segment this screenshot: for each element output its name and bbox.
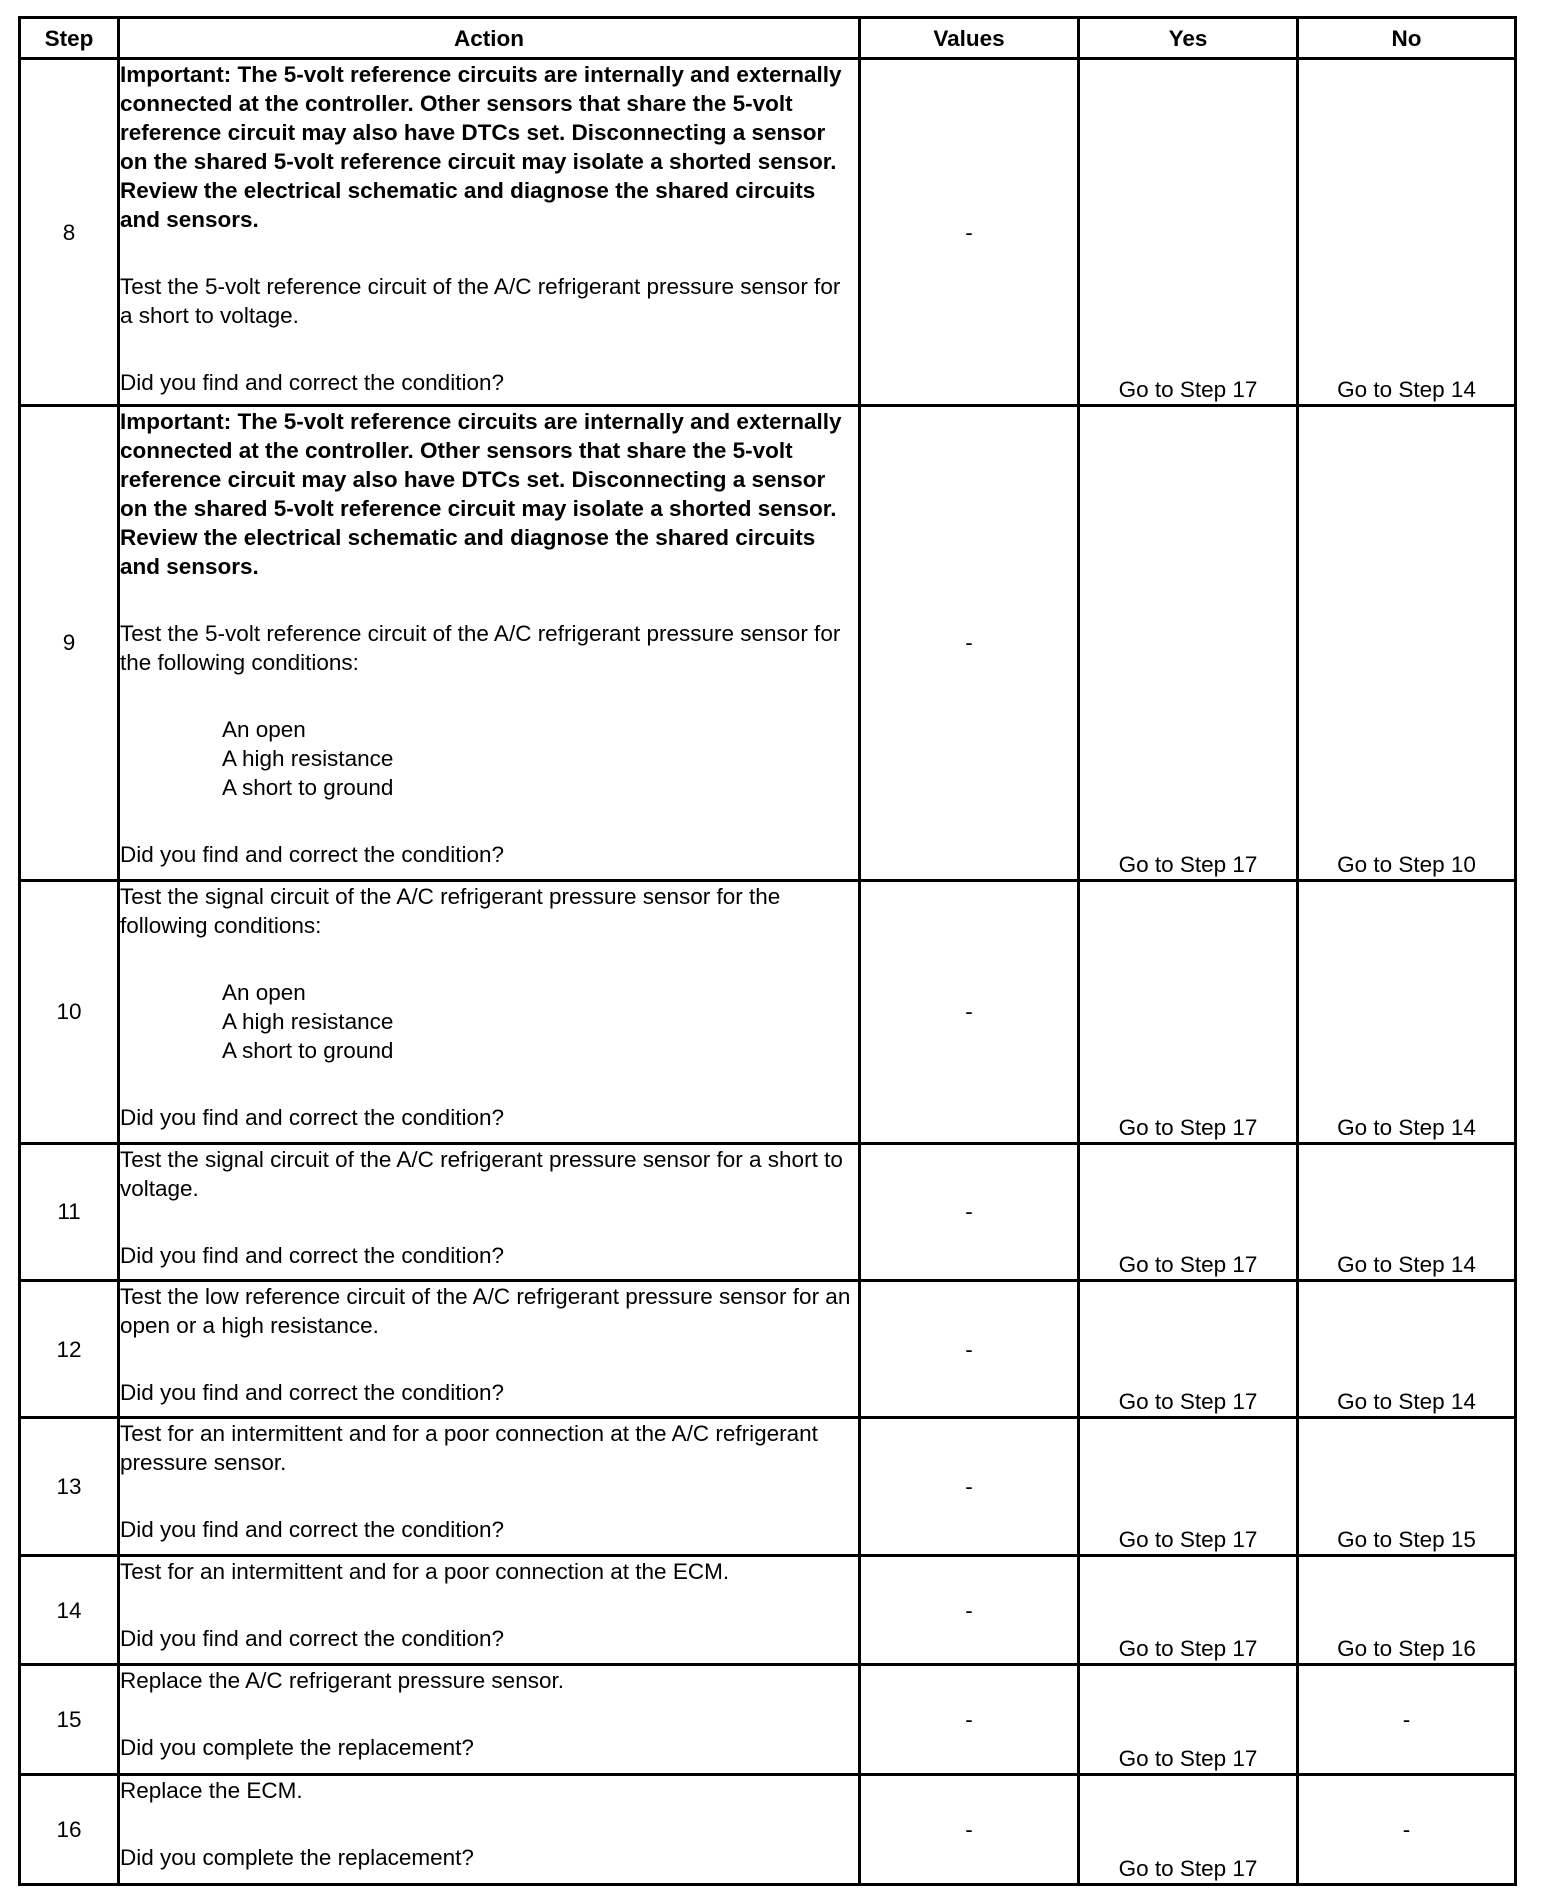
step-number: 12 — [20, 1280, 119, 1417]
no-cell: - — [1298, 1665, 1516, 1774]
important-note: Important: The 5-volt reference circuits are internally and externally connected at the controller. Other sensors that share the 5-volt reference circuit may also have DTCs set. Disconnecting a sensor on the shared 5-volt reference circuit may isolate a shorted sensor. Review the electrical schematic and diagnose the shared circuits and sensors. — [120, 62, 842, 232]
step-number: 9 — [20, 406, 119, 881]
action-cell — [119, 1665, 860, 1774]
table-row — [20, 59, 1516, 406]
header-action: Action — [119, 18, 860, 59]
values-cell: - — [860, 1143, 1079, 1280]
table-row — [20, 1774, 1516, 1884]
table-row — [20, 406, 1516, 881]
action-cell — [119, 1555, 860, 1664]
no-cell: Go to Step 14 — [1298, 880, 1516, 1143]
step-number: 10 — [20, 880, 119, 1143]
yes-cell: Go to Step 17 — [1079, 1143, 1298, 1280]
action-instruction: Test the low reference circuit of the A/C refrigerant pressure sensor for an open or a high resistance. — [120, 1283, 851, 1338]
header-step: Step — [20, 18, 119, 59]
action-instruction: Test the 5-volt reference circuit of the A/C refrigerant pressure sensor for a short to voltage. — [120, 274, 841, 328]
values-cell: - — [860, 59, 1079, 406]
action-question: Did you find and correct the condition? — [120, 842, 504, 868]
action-instruction: Replace the A/C refrigerant pressure sensor. — [120, 1668, 564, 1694]
action-cell — [119, 406, 860, 881]
table-row — [20, 1555, 1516, 1664]
step-number: 13 — [20, 1418, 119, 1555]
values-cell: - — [860, 1665, 1079, 1774]
no-cell: Go to Step 15 — [1298, 1418, 1516, 1555]
action-cell — [119, 1143, 860, 1280]
action-cell — [119, 880, 860, 1143]
action-cell — [119, 59, 860, 406]
action-question: Did you find and correct the condition? — [120, 1625, 504, 1651]
condition-item: A short to ground — [222, 1037, 394, 1063]
values-cell: - — [860, 1774, 1079, 1884]
no-cell: Go to Step 10 — [1298, 406, 1516, 881]
yes-cell: Go to Step 17 — [1079, 406, 1298, 881]
yes-cell: Go to Step 17 — [1079, 1665, 1298, 1774]
values-cell: - — [860, 880, 1079, 1143]
header-yes: Yes — [1079, 18, 1298, 59]
diagnostic-steps-table — [18, 16, 1517, 1886]
step-number: 8 — [20, 59, 119, 406]
action-instruction: Test the 5-volt reference circuit of the A/C refrigerant pressure sensor for the following conditions: — [120, 621, 841, 676]
action-question: Did you find and correct the condition? — [120, 1242, 504, 1268]
yes-cell: Go to Step 17 — [1079, 1774, 1298, 1884]
no-cell: Go to Step 14 — [1298, 59, 1516, 406]
table-row — [20, 880, 1516, 1143]
condition-item: An open — [222, 979, 306, 1005]
no-cell: - — [1298, 1774, 1516, 1884]
table-row — [20, 1665, 1516, 1774]
table-row — [20, 1143, 1516, 1280]
values-cell: - — [860, 1555, 1079, 1664]
values-cell: - — [860, 406, 1079, 881]
yes-cell: Go to Step 17 — [1079, 59, 1298, 406]
action-question: Did you find and correct the condition? — [120, 1517, 504, 1543]
no-cell: Go to Step 14 — [1298, 1280, 1516, 1417]
action-instruction: Test the signal circuit of the A/C refrigerant pressure sensor for the following conditions: — [120, 883, 781, 938]
action-cell — [119, 1418, 860, 1555]
no-cell: Go to Step 14 — [1298, 1143, 1516, 1280]
table-row — [20, 1418, 1516, 1555]
table-row — [20, 1280, 1516, 1417]
values-cell: - — [860, 1418, 1079, 1555]
condition-item: A high resistance — [222, 746, 394, 772]
action-cell — [119, 1774, 860, 1884]
condition-item: A high resistance — [222, 1008, 394, 1034]
action-question: Did you find and correct the condition? — [120, 370, 504, 395]
important-note: Important: The 5-volt reference circuits are internally and externally connected at the controller. Other sensors that share the 5-volt reference circuit may also have DTCs set. Disconnecting a sensor on the shared 5-volt reference circuit may isolate a shorted sensor. Review the electrical schematic and diagnose the shared circuits and sensors. — [120, 409, 842, 580]
step-number: 11 — [20, 1143, 119, 1280]
action-instruction: Test the signal circuit of the A/C refrigerant pressure sensor for a short to voltage. — [120, 1146, 843, 1201]
header-no: No — [1298, 18, 1516, 59]
yes-cell: Go to Step 17 — [1079, 1280, 1298, 1417]
table-header-row — [20, 18, 1516, 59]
values-cell: - — [860, 1280, 1079, 1417]
action-question: Did you find and correct the condition? — [120, 1104, 504, 1130]
action-question: Did you complete the replacement? — [120, 1844, 474, 1870]
no-cell: Go to Step 16 — [1298, 1555, 1516, 1664]
yes-cell: Go to Step 17 — [1079, 1555, 1298, 1664]
action-question: Did you complete the replacement? — [120, 1735, 474, 1761]
action-instruction: Test for an intermittent and for a poor connection at the ECM. — [120, 1558, 730, 1584]
action-instruction: Test for an intermittent and for a poor connection at the A/C refrigerant pressure sensor. — [120, 1421, 818, 1476]
condition-item: An open — [222, 717, 306, 743]
yes-cell: Go to Step 17 — [1079, 880, 1298, 1143]
step-number: 14 — [20, 1555, 119, 1664]
condition-item: A short to ground — [222, 775, 394, 801]
header-values: Values — [860, 18, 1079, 59]
action-cell — [119, 1280, 860, 1417]
step-number: 15 — [20, 1665, 119, 1774]
action-instruction: Replace the ECM. — [120, 1777, 303, 1803]
step-number: 16 — [20, 1774, 119, 1884]
action-question: Did you find and correct the condition? — [120, 1379, 504, 1405]
yes-cell: Go to Step 17 — [1079, 1418, 1298, 1555]
